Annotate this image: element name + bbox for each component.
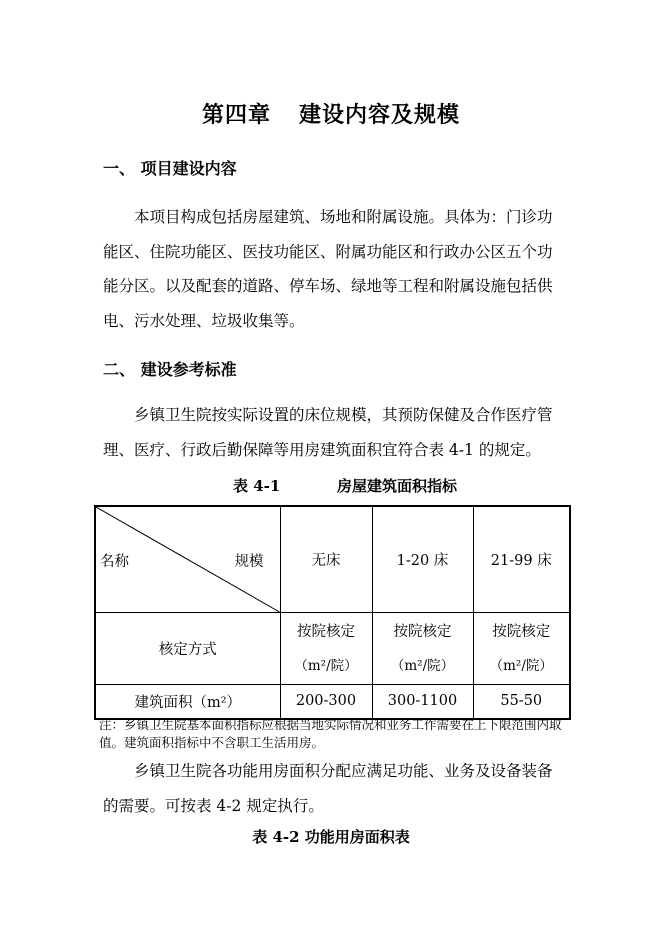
paragraph-line: 能分区。以及配套的道路、停车场、绿地等工程和附属设施包括供 — [103, 277, 553, 295]
paragraph-line: 能区、住院功能区、医技功能区、附属功能区和行政办公区五个功 — [103, 242, 553, 261]
chapter-name: 建设内容及规模 — [299, 102, 461, 128]
section-heading-content: 一、 项目建设内容 — [103, 159, 237, 178]
column-header: 无床 — [280, 506, 372, 613]
table-row — [95, 685, 570, 719]
paragraph-line: 的需要。可按表 4-2 规定执行。 — [103, 796, 324, 815]
table-row — [95, 613, 570, 685]
column-header: 1-20 床 — [372, 506, 473, 613]
column-header: 21-99 床 — [473, 506, 570, 613]
area-index-table — [94, 505, 571, 720]
paragraph-line: 电、污水处理、垃圾收集等。 — [103, 311, 305, 330]
paragraph-line: 乡镇卫生院各功能用房面积分配应满足功能、业务及设备装备 — [134, 762, 553, 780]
table-note: 注：乡镇卫生院基本面积指标应根据当地实际情况和业务工作需要在上下限范围内取值。建筑面积指标中不含职工生活用房。 — [99, 717, 562, 750]
table-cell: 55-50 — [473, 685, 570, 719]
table-4-2-caption: 表 4-2 功能用房面积表 — [252, 828, 410, 846]
table-cell: 200-300 — [280, 685, 372, 719]
paragraph-line: 本项目构成包括房屋建筑、场地和附属设施。具体为：门诊功 — [134, 208, 553, 226]
table-title: 房屋建筑面积指标 — [337, 477, 458, 495]
table-header-row — [95, 506, 570, 613]
table-number: 表 4-1 — [233, 477, 281, 495]
table-cell: 按院核定 （m²/院） — [372, 613, 473, 685]
paragraph-line: 理、医疗、行政后勤保障等用房建筑面积宜符合表 4-1 的规定。 — [103, 440, 541, 459]
table-cell: 300-1100 — [372, 685, 473, 719]
section-heading-standards: 二、 建设参考标准 — [103, 360, 237, 379]
row-label: 建筑面积（m²） — [95, 685, 280, 719]
corner-label-name: 名称 — [100, 554, 129, 570]
table-cell: 按院核定 （m²/院） — [280, 613, 372, 685]
row-label: 核定方式 — [95, 613, 280, 685]
chapter-title — [0, 98, 662, 129]
paragraph-standards — [103, 398, 559, 467]
paragraph-allocation — [103, 754, 559, 823]
paragraph-content — [103, 200, 559, 338]
chapter-number: 第四章 — [201, 102, 271, 128]
paragraph-line: 乡镇卫生院按实际设置的床位规模，其预防保健及合作医疗管 — [134, 406, 553, 424]
table-corner-cell — [95, 506, 280, 613]
table-cell: 按院核定 （m²/院） — [473, 613, 570, 685]
corner-label-scale: 规模 — [234, 554, 264, 570]
